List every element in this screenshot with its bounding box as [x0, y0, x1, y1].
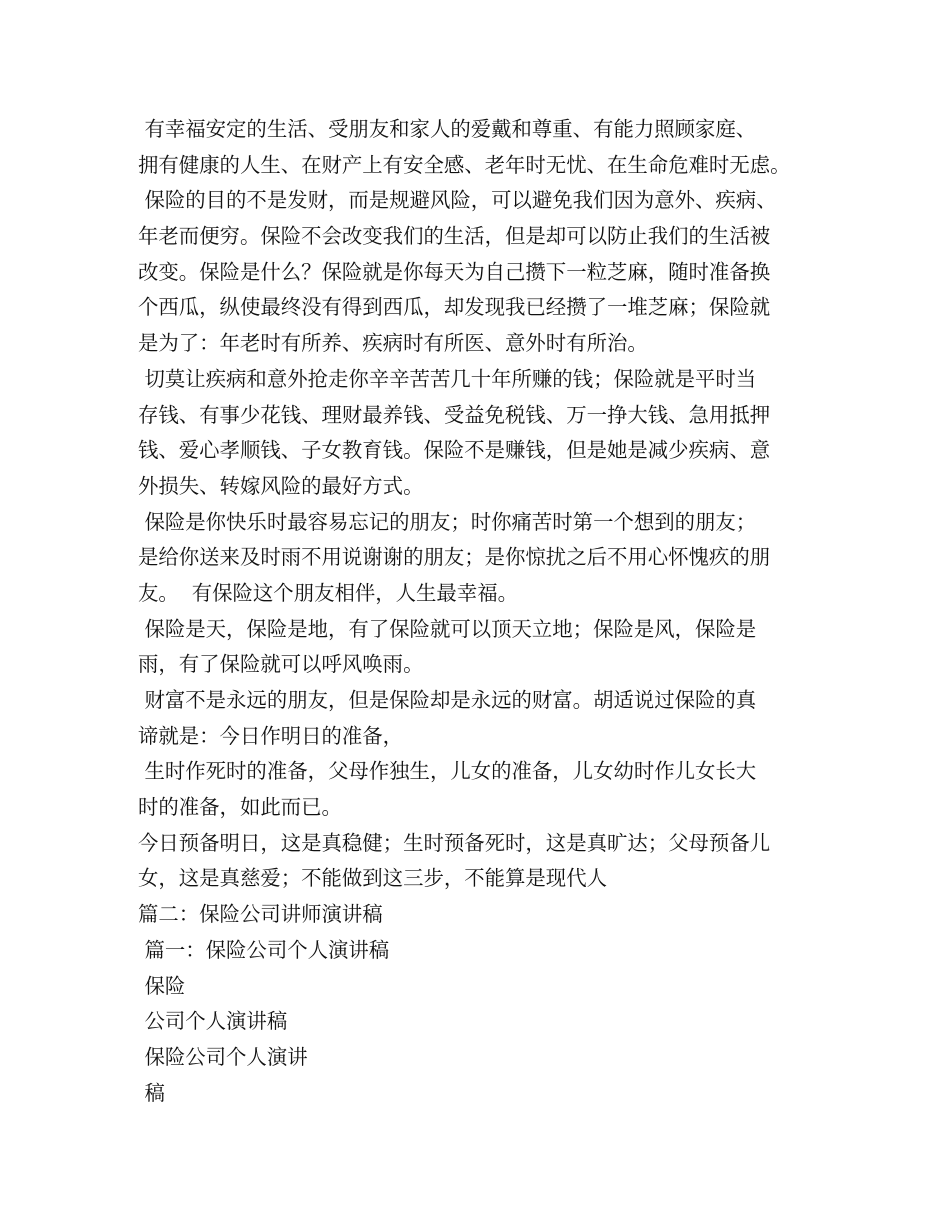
- text-line: 友。 有保险这个朋友相伴，人生最幸福。: [138, 580, 518, 605]
- text-line: 公司个人演讲稿: [138, 1009, 288, 1034]
- text-line: 保险的目的不是发财，而是规避风险，可以避免我们因为意外、疾病、: [138, 188, 777, 213]
- section-heading: 篇二：保险公司讲师演讲稿: [138, 902, 383, 927]
- text-line: 财富不是永远的朋友，但是保险却是永远的财富。胡适说过保险的真: [138, 688, 757, 712]
- text-line: 今日预备明日，这是真稳健；生时预备死时，这是真旷达；父母预备儿: [138, 830, 771, 855]
- text-line: 个西瓜，纵使最终没有得到西瓜，却发现我已经攒了一堆芝麻；保险就: [138, 295, 771, 320]
- text-line: 切莫让疾病和意外抢走你辛辛苦苦几十年所赚的钱；保险就是平时当: [138, 366, 757, 391]
- text-line: 女，这是真慈爱；不能做到这三步，不能算是现代人: [138, 866, 607, 891]
- text-line: 稿: [138, 1080, 165, 1105]
- text-line: 拥有健康的人生、在财产上有安全感、老年时无忧、在生命危难时无虑。: [138, 152, 791, 177]
- text-line: 是给你送来及时雨不用说谢谢的朋友；是你惊扰之后不用心怀愧疚的朋: [138, 545, 771, 570]
- text-line: 外损失、转嫁风险的最好方式。: [138, 473, 424, 498]
- text-line: 年老而便穷。保险不会改变我们的生活，但是却可以防止我们的生活被: [138, 224, 771, 249]
- text-line: 保险是你快乐时最容易忘记的朋友；时你痛苦时第一个想到的朋友；: [138, 509, 757, 534]
- text-line: 是为了：年老时有所养、疾病时有所医、意外时有所治。: [138, 331, 648, 356]
- text-line: 有幸福安定的生活、受朋友和家人的爱戴和尊重、有能力照顾家庭、: [138, 117, 757, 141]
- text-line: 改变。保险是什么？保险就是你每天为自己攒下一粒芝麻，随时准备换: [138, 259, 771, 284]
- text-line: 生时作死时的准备，父母作独生，儿女的准备，儿女幼时作儿女长大: [138, 759, 757, 784]
- text-line: 雨，有了保险就可以呼风唤雨。: [138, 652, 424, 677]
- text-line: 存钱、有事少花钱、理财最养钱、受益免税钱、万一挣大钱、急用抵押: [138, 402, 771, 427]
- subsection-heading: 篇一：保险公司个人演讲稿: [138, 937, 390, 962]
- text-line: 保险: [138, 973, 186, 998]
- text-line: 时的准备，如此而已。: [138, 795, 342, 820]
- text-line: 谛就是：今日作明日的准备，: [138, 723, 404, 748]
- text-line: 钱、爱心孝顺钱、子女教育钱。保险不是赚钱，但是她是减少疾病、意: [138, 438, 771, 463]
- text-line: 保险是天，保险是地，有了保险就可以顶天立地；保险是风，保险是: [138, 616, 757, 641]
- document-body: [138, 112, 828, 1111]
- text-line: 保险公司个人演讲: [138, 1044, 308, 1069]
